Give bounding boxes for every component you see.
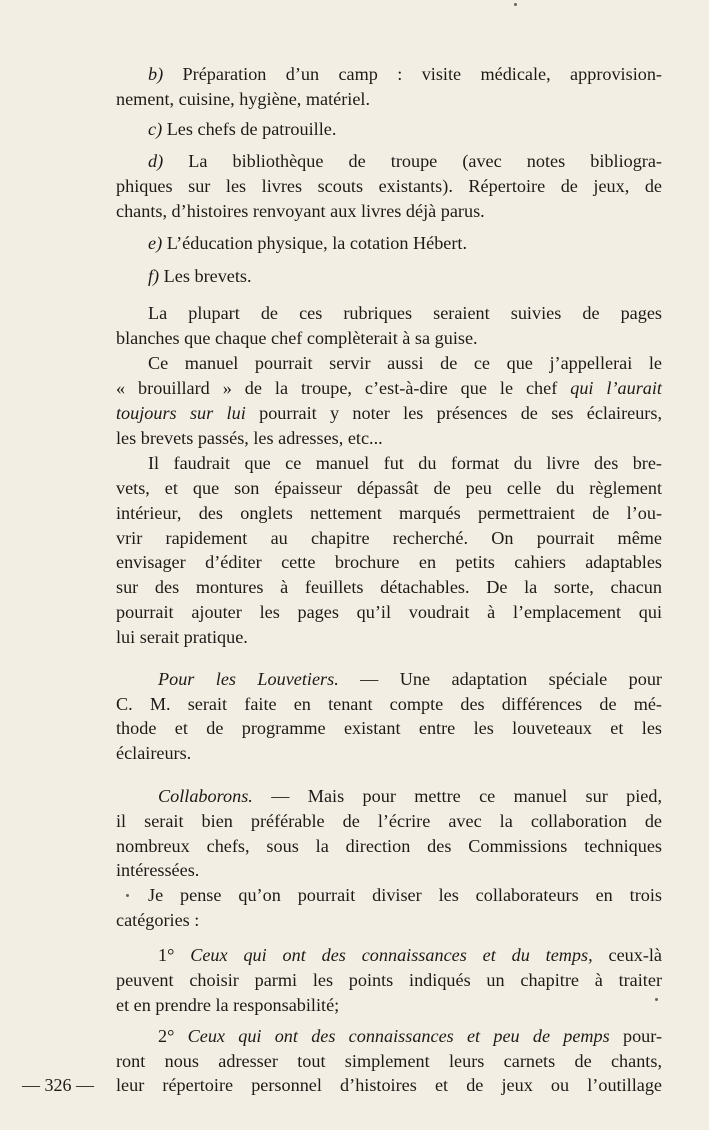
para1-line-1: La plupart de ces rubriques seraient suivies de pages (148, 303, 662, 323)
louvetiers-line-1: Pour les Louvetiers. — Une adaptation spéciale pour (158, 669, 662, 689)
item-c: c) Les chefs de patrouille. (148, 119, 337, 139)
para3-line-5: envisager d’éditer cette brochure en petits cahiers adaptables (116, 552, 662, 572)
category-2-line-1: 2° Ceux qui ont des connaissances et peu de pemps pour- (158, 1026, 663, 1046)
para1-line-2: blanches que chaque chef complèterait à sa guise. (116, 328, 478, 348)
collaborons-line-4: intéressées. (116, 860, 200, 880)
para2-line-2: « brouillard » de la troupe, c’est-à-dire que le chef qui l’aurait (116, 378, 662, 398)
item-b-letter: b) (148, 64, 164, 84)
item-b-line-2: nement, cuisine, hygiène, matériel. (116, 89, 371, 109)
item-d-line-1: d) La bibliothèque de troupe (avec notes bibliogra- (148, 151, 662, 171)
item-b-line-1: b) Préparation d’un camp : visite médicale, approvision- (148, 64, 662, 84)
collaborons-line-2: il serait bien préférable de l’écrire avec la collaboration de (116, 811, 662, 831)
para4-line-2: catégories : (116, 910, 200, 930)
category-1-line-1: 1° Ceux qui ont des connaissances et du temps, ceux-là (158, 945, 663, 965)
louvetiers-line-2: C. M. serait faite en tenant compte des différences de mé- (116, 694, 662, 714)
para2-line-4: les brevets passés, les adresses, etc... (116, 428, 383, 448)
collaborons-heading: Collaborons. (158, 786, 253, 806)
category-1-line-2: peuvent choisir parmi les points indiqués un chapitre à traiter (116, 970, 662, 990)
print-speck (655, 998, 658, 1001)
category-1-line-3: et en prendre la responsabilité; (116, 995, 340, 1015)
para3-line-2: vets, et que son épaisseur dépassât de peu celle du règlement (116, 478, 662, 498)
para3-line-4: vrir rapidement au chapitre recherché. On pourrait même (116, 528, 662, 548)
item-f: f) Les brevets. (148, 266, 252, 286)
category-1-number: 1° (158, 945, 175, 965)
item-e: e) L’éducation physique, la cotation Hébert. (148, 233, 468, 253)
para3-line-8: lui serait pratique. (116, 627, 248, 647)
page-number: — 326 — (22, 1075, 94, 1095)
para2-line-3: toujours sur lui pourrait y noter les présences de ses éclaireurs, (116, 403, 662, 423)
print-speck (514, 3, 517, 6)
para3-line-7: pourrait ajouter les pages qu’il voudrait à l’emplacement qui (116, 602, 662, 622)
para3-line-1: Il faudrait que ce manuel fut du format du livre des bre- (148, 453, 662, 473)
louvetiers-line-3: thode et de programme existant entre les louveteaux et les (116, 718, 662, 738)
category-2-line-2: ront nous adresser tout simplement leurs carnets de chants, (116, 1051, 662, 1071)
collaborons-line-1: Collaborons. — Mais pour mettre ce manuel sur pied, (158, 786, 662, 806)
para3-line-6: sur des montures à feuillets détachables. De la sorte, chacun (116, 577, 662, 597)
para4-line-1: Je pense qu’on pourrait diviser les collaborateurs en trois (148, 885, 662, 905)
louvetiers-line-4: éclaireurs. (116, 743, 192, 763)
print-speck (126, 894, 129, 897)
para2-line-1: Ce manuel pourrait servir aussi de ce que j’appellerai le (148, 353, 662, 373)
item-d-line-2: phiques sur les livres scouts existants). Répertoire de jeux, de (116, 176, 662, 196)
louvetiers-heading: Pour les Louvetiers. (158, 669, 339, 689)
collaborons-line-3: nombreux chefs, sous la direction des Commissions techniques (116, 836, 662, 856)
item-d-line-3: chants, d’histoires renvoyant aux livres déjà parus. (116, 201, 485, 221)
para3-line-3: intérieur, des onglets nettement marqués permettraient de l’ou- (116, 503, 662, 523)
category-2-number: 2° (158, 1026, 175, 1046)
category-2-line-3: leur répertoire personnel d’histoires et de jeux ou l’outillage (116, 1075, 662, 1095)
